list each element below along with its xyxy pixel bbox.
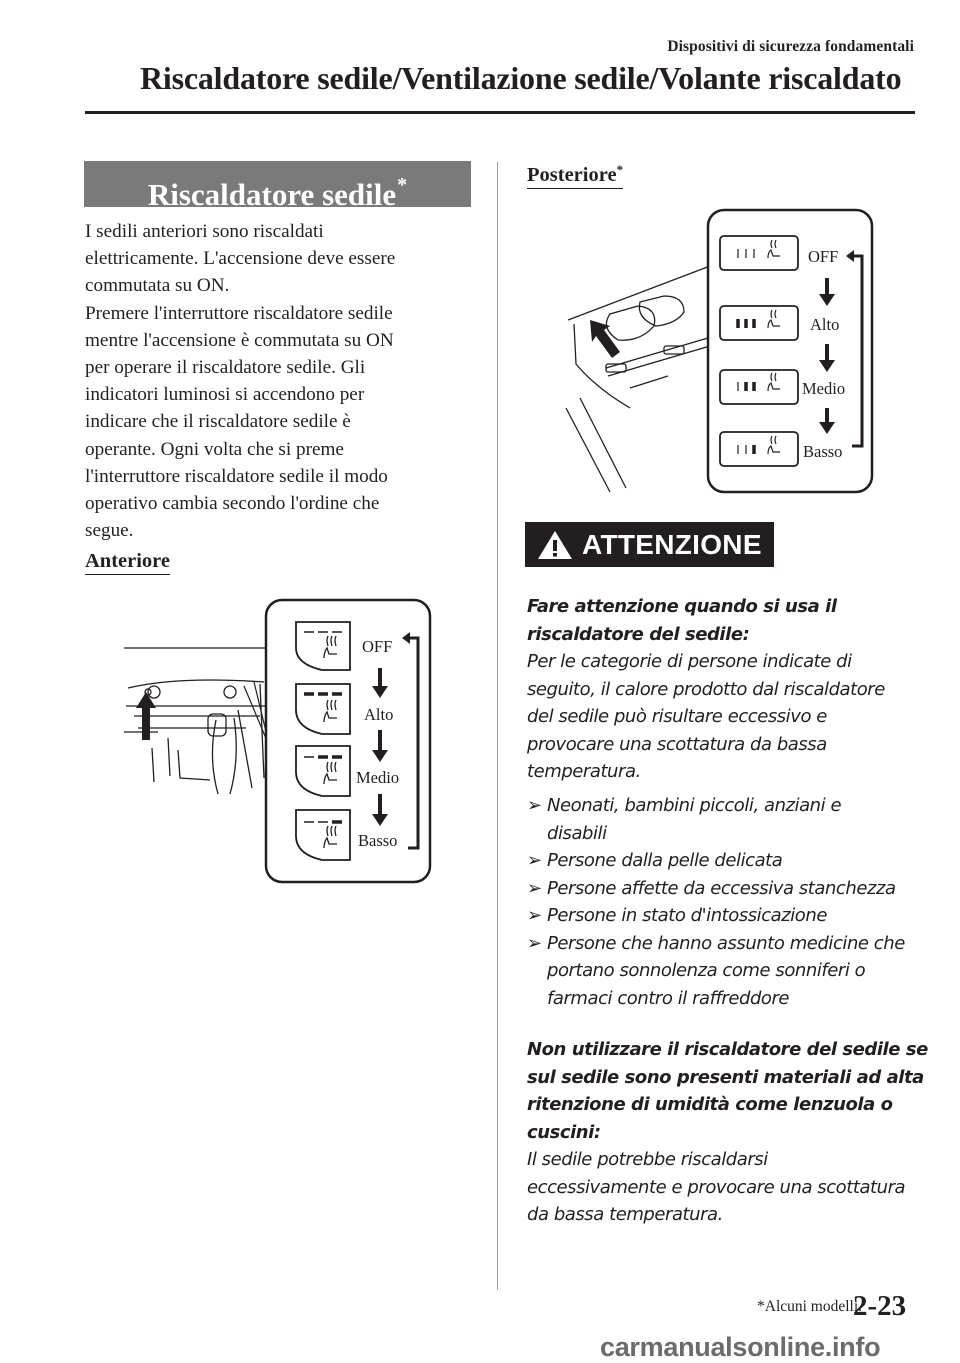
chapter-title: Dispositivi di sicurezza fondamentali [667, 38, 914, 55]
list-item [527, 957, 922, 985]
footnote: *Alcuni modelli. [757, 1298, 863, 1315]
rear-seat-heater-figure [560, 208, 880, 498]
warning-text-2 [527, 1036, 928, 1229]
rear-heading-text: Posteriore [527, 164, 617, 186]
text-line: ritenzione di umidità come lenzuola o [527, 1094, 893, 1115]
text-line: da bassa temperatura. [527, 1204, 723, 1225]
rear-mode-off: OFF [808, 247, 839, 266]
text-line: mentre l'accensione è commutata su ON [85, 329, 394, 351]
list-item-text: Persone che hanno assunto medicine che [547, 932, 905, 954]
page-number: 2-23 [853, 1290, 907, 1322]
front-heading: Anteriore [85, 550, 170, 575]
text-line: riscaldatore del sedile: [527, 623, 750, 645]
warning-icon [536, 529, 574, 561]
text-line: per operare il riscaldatore sedile. Gli [85, 357, 366, 379]
list-item-text: Persone in stato d'intossicazione [547, 905, 827, 926]
bullet-arrow-icon: ➢ [527, 877, 542, 899]
text-line: eccessivamente e provocare una scottatura [527, 1176, 906, 1198]
column-divider [497, 162, 498, 1290]
list-item-text: Persone affette da eccessiva stanchezza [547, 877, 896, 899]
rear-mode-alto: Alto [810, 315, 840, 334]
text-line: indicare che il riscaldatore sedile è [85, 411, 351, 433]
bullet-arrow-icon: ➢ [527, 850, 542, 871]
front-mode-alto: Alto [364, 705, 394, 724]
rear-mode-medio: Medio [802, 379, 846, 398]
list-item [527, 875, 922, 903]
bullet-arrow-icon: ➢ [527, 795, 542, 816]
rear-heading [527, 162, 623, 189]
front-mode-off: OFF [362, 637, 393, 656]
text-line: indicatori luminosi si accendono per [85, 384, 365, 406]
section-title-mark: * [397, 174, 408, 196]
bullet-arrow-icon: ➢ [527, 905, 542, 926]
watermark: carmanualsonline.info [600, 1332, 881, 1362]
text-line: sul sedile sono presenti materiali ad alta [527, 1066, 924, 1088]
rear-console-illustration [566, 266, 710, 492]
list-item-text: Persone dalla pelle delicata [547, 850, 783, 871]
list-item [527, 985, 922, 1013]
text-line: Non utilizzare il riscaldatore del sedile se [527, 1039, 928, 1060]
text-line: elettricamente. L'accensione deve essere [85, 248, 396, 270]
list-item [527, 847, 922, 875]
text-line: temperatura. [527, 761, 641, 782]
text-line: operativo cambia secondo l'ordine che [85, 493, 380, 515]
text-line: operante. Ogni volta che si preme [85, 438, 344, 460]
front-seat-heater-figure [118, 598, 438, 888]
list-item-text: disabili [547, 822, 607, 844]
text-line: Il sedile potrebbe riscaldarsi [527, 1149, 768, 1170]
list-item-text: Neonati, bambini piccoli, anziani e [547, 795, 842, 816]
text-line: del sedile può risultare eccessivo e [527, 706, 827, 727]
intro-paragraph [85, 218, 480, 544]
text-line: Per le categorie di persone indicate di [527, 651, 852, 672]
front-mode-medio: Medio [356, 768, 400, 787]
text-line: seguito, il calore prodotto dal riscaldatore [527, 678, 885, 700]
text-line: segue. [85, 520, 134, 542]
text-line: l'interruttore riscaldatore sedile il modo [85, 465, 388, 487]
warning-label: ATTENZIONE [582, 529, 762, 560]
header-rule [85, 111, 915, 114]
text-line: commutata su ON. [85, 275, 230, 297]
text-line: I sedili anteriori sono riscaldati [85, 221, 324, 242]
text-line: cuscini: [527, 1121, 601, 1143]
list-item [527, 930, 922, 958]
bullet-arrow-icon: ➢ [527, 932, 542, 954]
page-title: Riscaldatore sedile/Ventilazione sedile/Volante riscaldato [140, 60, 902, 96]
list-item-text: farmaci contro il raffreddore [547, 987, 790, 1009]
warning-text [527, 593, 922, 786]
list-item-text: portano sonnolenza come sonniferi o [547, 960, 866, 981]
list-item [527, 820, 922, 848]
warning-bullet-list [527, 792, 922, 1012]
section-title [84, 161, 471, 212]
list-item [527, 902, 922, 930]
section-title-text: Riscaldatore sedile [147, 177, 397, 212]
front-mode-basso: Basso [358, 831, 398, 850]
rear-heading-mark: * [616, 162, 624, 177]
text-line: Fare attenzione quando si usa il [527, 596, 837, 617]
text-line: Premere l'interruttore riscaldatore sedile [85, 302, 393, 324]
list-item [527, 792, 922, 820]
rear-mode-basso: Basso [803, 442, 843, 461]
text-line: provocare una scottatura da bassa [527, 733, 827, 755]
